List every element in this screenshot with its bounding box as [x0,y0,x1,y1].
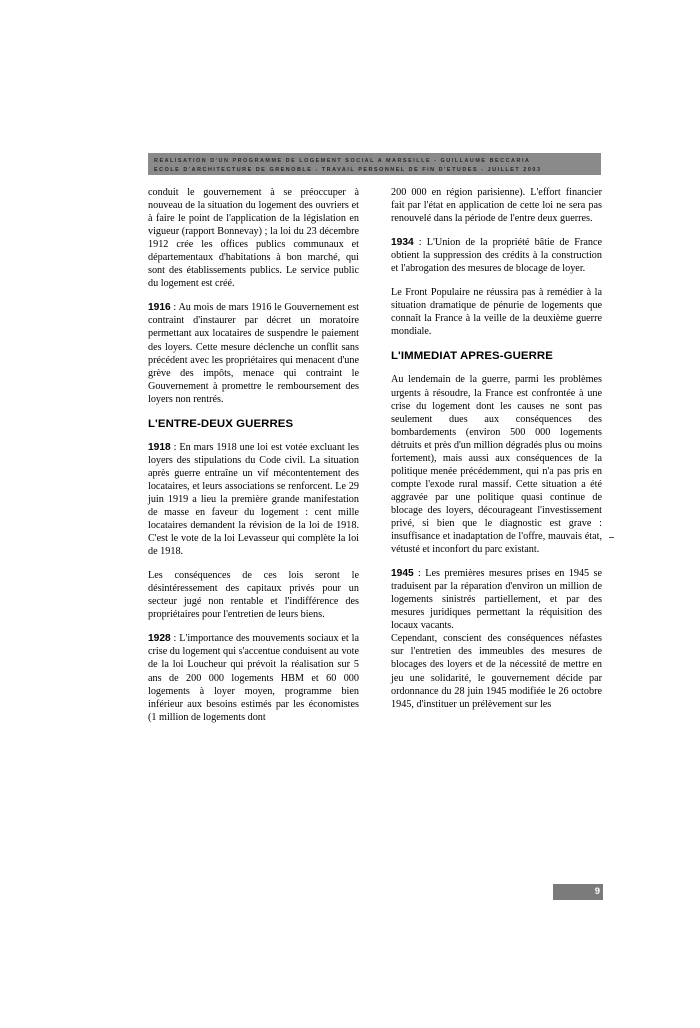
year-label-1916: 1916 [148,302,171,314]
paragraph-text: : Au mois de mars 1916 le Gouvernement est contraint d'instaurer par décret un moratoire permettant aux locataires de suspendre le paiement des loyers. Cette mesure déclenche un conflit sans précédent avec les propriétaires qui menacent d'une grève des impôts, menace qui contraint le Gouvernement à promettre le remboursement des loyers non rentrés. [148,302,359,405]
paragraph-text: Au lendemain de la guerre, parmi les problèmes urgents à résoudre, la France est confrontée à une crise du logement dont les causes ne sont pas seulement dues aux conséquences des bombardements (environ 500 000 logements détruits et près d'un million dégradés plus ou moins fortement), mais aussi aux conséquences de la politique menée précédemment, qui n'a pas pris en compte l'exode rural massif. Cette situation a été aggravée par une politique quasi continue de blocage des loyers, décourageant l'investissement privé, si bien que le diagnostic est grave : insuffisance et inadaptation de l'offre, mauvais état, vétusté et inconfort du parc existant. [391,374,602,556]
year-label-1945: 1945 [391,568,414,580]
paragraph-front-populaire [391,286,602,338]
year-label-1918: 1918 [148,441,171,453]
paragraph-text: : En mars 1918 une loi est votée excluant les loyers des stipulations du Code civil. La situation après guerre entraîne un vif mécontentement des locataires, et leurs associations se renforcent. Le 29 juin 1919 a lieu la première grande manifestation de masse en faveur du logement : cent mille locataires demandent la révision de la loi de 1918. C'est le vote de la loi Levasseur qui complète la loi de 1918. [148,441,359,558]
paragraph-1916 [148,301,359,405]
running-header-band [148,153,601,175]
paragraph-text: : Les premières mesures prises en 1945 se traduisent par la réparation d'environ un million de logements sinistrés partiellement, et par des mesures juridiques permettant la réquisition des locaux vacants. [391,568,602,632]
margin-tick-mark [609,537,614,538]
running-header-line-2: ECOLE D'ARCHITECTURE DE GRENOBLE - TRAVAIL PERSONNEL DE FIN D'ETUDES - JUILLET 2003 [154,166,542,173]
paragraph-text: Le Front Populaire ne réussira pas à remédier à la situation dramatique de pénurie de logements que connaît la France à la veille de la deuxième guerre mondiale. [391,287,602,338]
paragraph-1945 [391,567,602,632]
running-header-line-1: REALISATION D'UN PROGRAMME DE LOGEMENT SOCIAL A MARSEILLE - GUILLAUME BECCARIA [154,157,531,164]
year-label-1928: 1928 [148,633,171,645]
paragraph-1934 [391,236,602,275]
paragraph-1918 [148,441,359,558]
paragraph-continuation [148,186,359,290]
paragraph-text: Cependant, conscient des conséquences néfastes sur l'entretien des immeubles des mesures de blocages des loyers et de la nécessité de mettre en jeu une solidarité, le gouvernement décide par ordonnance du 28 juin 1945 modifiée le 26 octobre 1945, d'instituer un prélèvement sur les [391,633,602,710]
paragraph-text: 200 000 en région parisienne). L'effort financier fait par l'état en application de cette loi ne sera pas renouvelé dans la période de l'entre deux guerres. [391,187,602,225]
section-heading-immediat-apres-guerre: L'IMMEDIAT APRES-GUERRE [391,350,553,363]
paragraph-lendemain-guerre [391,373,602,556]
paragraph-continuation-right [391,186,602,225]
paragraph-text: Les conséquences de ces lois seront le désintéressement des capitaux privés pour un secteur jugé non rentable et l'indifférence des propriétaires pour l'entretien de leurs biens. [148,570,359,621]
section-heading-entre-deux-guerres: L'ENTRE-DEUX GUERRES [148,417,294,430]
paragraph-cependant [391,632,602,710]
paragraph-text: conduit le gouvernement à se préoccuper à nouveau de la situation du logement des ouvriers et à faire le point de l'application de la législation en vigueur (rapport Bonnevay) ; la loi du 23 décembre 1912 crée les offices publics communaux et départementaux d'habitations à bon marché, qui sont des établissements publics. Le service public du logement est créé. [148,187,359,290]
page-number-badge [553,884,603,900]
body-columns [148,186,603,892]
left-column [148,186,359,892]
paragraph-1928 [148,632,359,723]
paragraph-consequences [148,569,359,621]
year-label-1934: 1934 [391,237,414,249]
page-number: 9 [594,886,600,897]
right-column [391,186,602,892]
paragraph-text: : L'importance des mouvements sociaux et la crise du logement qui s'accentue conduisent au vote de la loi Loucheur qui prévoit la réalisation sur 5 ans de 200 000 logements HBM et 60 000 logements à loyer moyen, programme bien inférieur aux besoins estimés par les économistes (1 million de logements dont [148,633,359,723]
paragraph-text: : L'Union de la propriété bâtie de France obtient la suppression des crédits à la construction et l'abrogation des mesures de blocage de loyer. [391,237,602,275]
